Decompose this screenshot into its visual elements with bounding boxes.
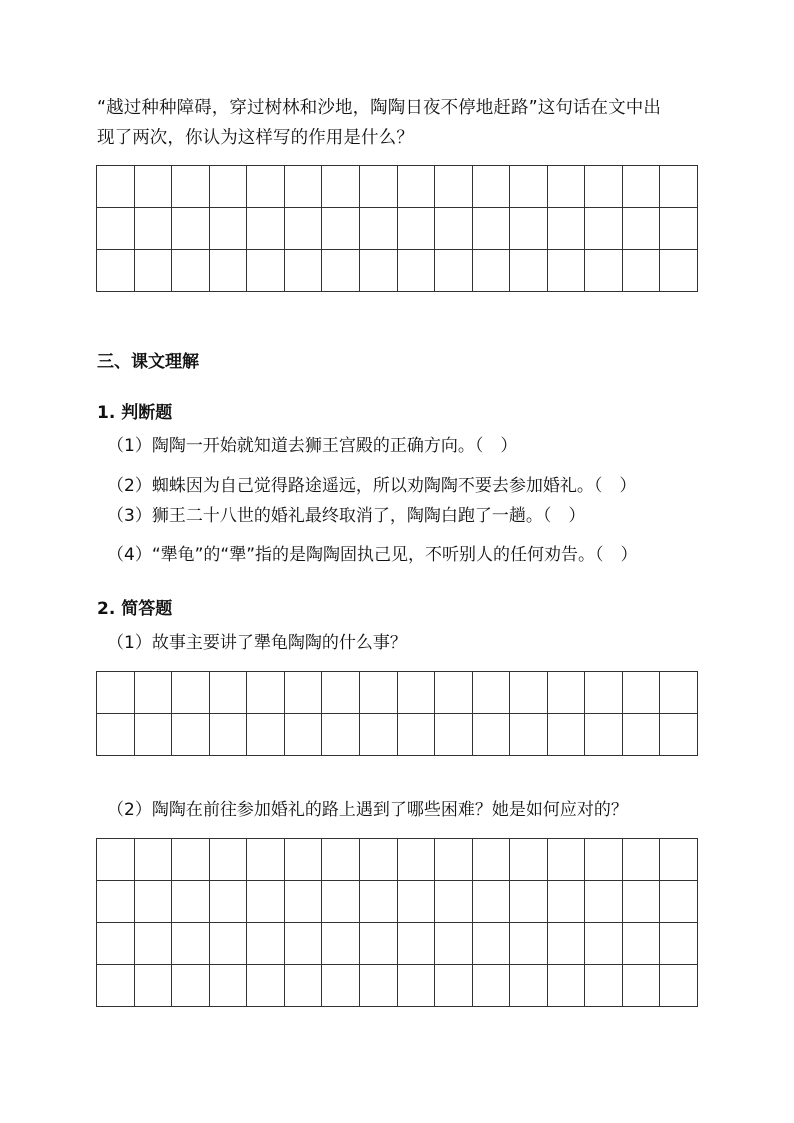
grid-cell[interactable] [623,965,661,1007]
grid-cell[interactable] [398,881,436,923]
grid-cell[interactable] [623,881,661,923]
grid-cell[interactable] [285,923,323,965]
grid-cell[interactable] [172,839,210,881]
grid-cell[interactable] [435,166,473,208]
grid-cell[interactable] [322,923,360,965]
grid-cell[interactable] [135,923,173,965]
grid-cell[interactable] [660,166,698,208]
grid-cell[interactable] [172,250,210,292]
grid-cell[interactable] [510,250,548,292]
grid-cell[interactable] [210,672,248,714]
grid-cell[interactable] [398,250,436,292]
grid-cell[interactable] [97,839,135,881]
grid-cell[interactable] [585,208,623,250]
grid-cell[interactable] [285,714,323,756]
grid-cell[interactable] [435,881,473,923]
grid-cell[interactable] [172,208,210,250]
grid-cell[interactable] [97,965,135,1007]
grid-cell[interactable] [285,166,323,208]
grid-cell[interactable] [285,965,323,1007]
grid-cell[interactable] [623,166,661,208]
grid-cell[interactable] [97,672,135,714]
grid-cell[interactable] [210,839,248,881]
grid-cell[interactable] [585,965,623,1007]
grid-cell[interactable] [172,714,210,756]
grid-cell[interactable] [210,250,248,292]
grid-cell[interactable] [660,881,698,923]
grid-cell[interactable] [247,965,285,1007]
grid-cell[interactable] [360,839,398,881]
grid-cell[interactable] [135,881,173,923]
judge-item-3: （3）狮王二十八世的婚礼最终取消了，陶陶白跑了一趟。（ ） [107,506,586,526]
grid-cell[interactable] [585,166,623,208]
grid-cell[interactable] [510,672,548,714]
grid-cell[interactable] [510,714,548,756]
grid-cell[interactable] [585,672,623,714]
judge-item-2: （2）蜘蛛因为自己觉得路途遥远，所以劝陶陶不要去参加婚礼。（ ） [107,476,637,496]
grid-cell[interactable] [135,250,173,292]
grid-cell[interactable] [360,672,398,714]
grid-cell[interactable] [172,672,210,714]
grid-cell[interactable] [97,881,135,923]
grid-cell[interactable] [548,923,586,965]
grid-cell[interactable] [548,839,586,881]
grid-cell[interactable] [285,839,323,881]
grid-cell[interactable] [210,881,248,923]
grid-cell[interactable] [398,166,436,208]
grid-cell[interactable] [398,672,436,714]
grid-cell[interactable] [623,923,661,965]
grid-cell[interactable] [322,208,360,250]
judge-title: 1. 判断题 [97,403,173,423]
grid-cell[interactable] [285,208,323,250]
grid-cell[interactable] [285,881,323,923]
grid-cell[interactable] [435,923,473,965]
grid-cell[interactable] [473,881,511,923]
grid-cell[interactable] [435,672,473,714]
short-question-2: （2）陶陶在前往参加婚礼的路上遇到了哪些困难？她是如何应对的？ [107,800,628,820]
answer-grid-q2[interactable] [96,838,698,1007]
grid-cell[interactable] [473,923,511,965]
grid-cell[interactable] [398,923,436,965]
grid-cell[interactable] [548,208,586,250]
grid-cell[interactable] [172,881,210,923]
grid-cell[interactable] [435,208,473,250]
grid-cell[interactable] [435,714,473,756]
grid-cell[interactable] [510,166,548,208]
grid-cell[interactable] [97,208,135,250]
grid-cell[interactable] [660,672,698,714]
grid-cell[interactable] [247,714,285,756]
grid-cell[interactable] [585,839,623,881]
grid-cell[interactable] [210,923,248,965]
grid-cell[interactable] [97,923,135,965]
grid-cell[interactable] [97,166,135,208]
grid-cell[interactable] [473,166,511,208]
grid-cell[interactable] [510,881,548,923]
grid-cell[interactable] [322,881,360,923]
grid-cell[interactable] [623,714,661,756]
judge-item-4: （4）“犟龟”的“犟”指的是陶陶固执己见，不听别人的任何劝告。（ ） [107,545,638,565]
grid-cell[interactable] [135,839,173,881]
grid-cell[interactable] [210,714,248,756]
grid-cell[interactable] [135,208,173,250]
grid-cell[interactable] [510,208,548,250]
grid-cell[interactable] [398,965,436,1007]
grid-cell[interactable] [360,166,398,208]
grid-cell[interactable] [322,965,360,1007]
grid-cell[interactable] [247,923,285,965]
grid-cell[interactable] [398,714,436,756]
grid-cell[interactable] [172,923,210,965]
grid-cell[interactable] [398,208,436,250]
grid-cell[interactable] [435,839,473,881]
grid-cell[interactable] [247,672,285,714]
grid-cell[interactable] [97,250,135,292]
grid-cell[interactable] [135,672,173,714]
grid-cell[interactable] [322,672,360,714]
grid-cell[interactable] [473,208,511,250]
grid-cell[interactable] [473,714,511,756]
grid-cell[interactable] [210,208,248,250]
grid-cell[interactable] [210,166,248,208]
grid-cell[interactable] [623,672,661,714]
grid-cell[interactable] [623,250,661,292]
section-title: 三、课文理解 [97,352,199,372]
grid-cell[interactable] [285,672,323,714]
judge-item-1: （1）陶陶一开始就知道去狮王宫殿的正确方向。（ ） [107,436,518,456]
grid-cell[interactable] [585,714,623,756]
grid-cell[interactable] [585,250,623,292]
answer-grid-intro[interactable] [96,165,698,292]
grid-cell[interactable] [473,672,511,714]
intro-question-line-1: “越过种种障碍，穿过树林和沙地，陶陶日夜不停地赶路”这句话在文中出 [97,98,661,118]
grid-cell[interactable] [322,166,360,208]
grid-cell[interactable] [548,965,586,1007]
grid-cell[interactable] [135,965,173,1007]
grid-cell[interactable] [247,166,285,208]
grid-cell[interactable] [435,250,473,292]
grid-cell[interactable] [172,166,210,208]
grid-cell[interactable] [172,965,210,1007]
grid-cell[interactable] [135,166,173,208]
grid-cell[interactable] [247,881,285,923]
grid-cell[interactable] [510,923,548,965]
short-answer-title: 2. 简答题 [97,599,173,619]
grid-cell[interactable] [473,839,511,881]
grid-cell[interactable] [660,923,698,965]
grid-cell[interactable] [398,839,436,881]
grid-cell[interactable] [473,250,511,292]
grid-cell[interactable] [473,965,511,1007]
grid-cell[interactable] [360,881,398,923]
intro-question-line-2: 现了两次，你认为这样写的作用是什么？ [97,128,414,148]
grid-cell[interactable] [623,839,661,881]
grid-cell[interactable] [285,250,323,292]
grid-cell[interactable] [360,250,398,292]
grid-cell[interactable] [660,208,698,250]
grid-cell[interactable] [548,714,586,756]
grid-cell[interactable] [135,714,173,756]
grid-cell[interactable] [322,714,360,756]
grid-cell[interactable] [322,839,360,881]
grid-cell[interactable] [548,166,586,208]
grid-cell[interactable] [247,208,285,250]
grid-cell[interactable] [510,839,548,881]
grid-cell[interactable] [548,881,586,923]
grid-cell[interactable] [247,839,285,881]
grid-cell[interactable] [660,839,698,881]
grid-cell[interactable] [97,714,135,756]
grid-cell[interactable] [360,714,398,756]
grid-cell[interactable] [585,923,623,965]
grid-cell[interactable] [360,923,398,965]
short-question-1: （1）故事主要讲了犟龟陶陶的什么事？ [107,633,407,653]
grid-cell[interactable] [360,208,398,250]
grid-cell[interactable] [435,965,473,1007]
grid-cell[interactable] [247,250,285,292]
grid-cell[interactable] [548,672,586,714]
grid-cell[interactable] [210,965,248,1007]
grid-cell[interactable] [548,250,586,292]
grid-cell[interactable] [510,965,548,1007]
grid-cell[interactable] [360,965,398,1007]
grid-cell[interactable] [623,208,661,250]
grid-cell[interactable] [660,965,698,1007]
answer-grid-q1[interactable] [96,671,698,756]
grid-cell[interactable] [585,881,623,923]
grid-cell[interactable] [660,250,698,292]
grid-cell[interactable] [660,714,698,756]
grid-cell[interactable] [322,250,360,292]
